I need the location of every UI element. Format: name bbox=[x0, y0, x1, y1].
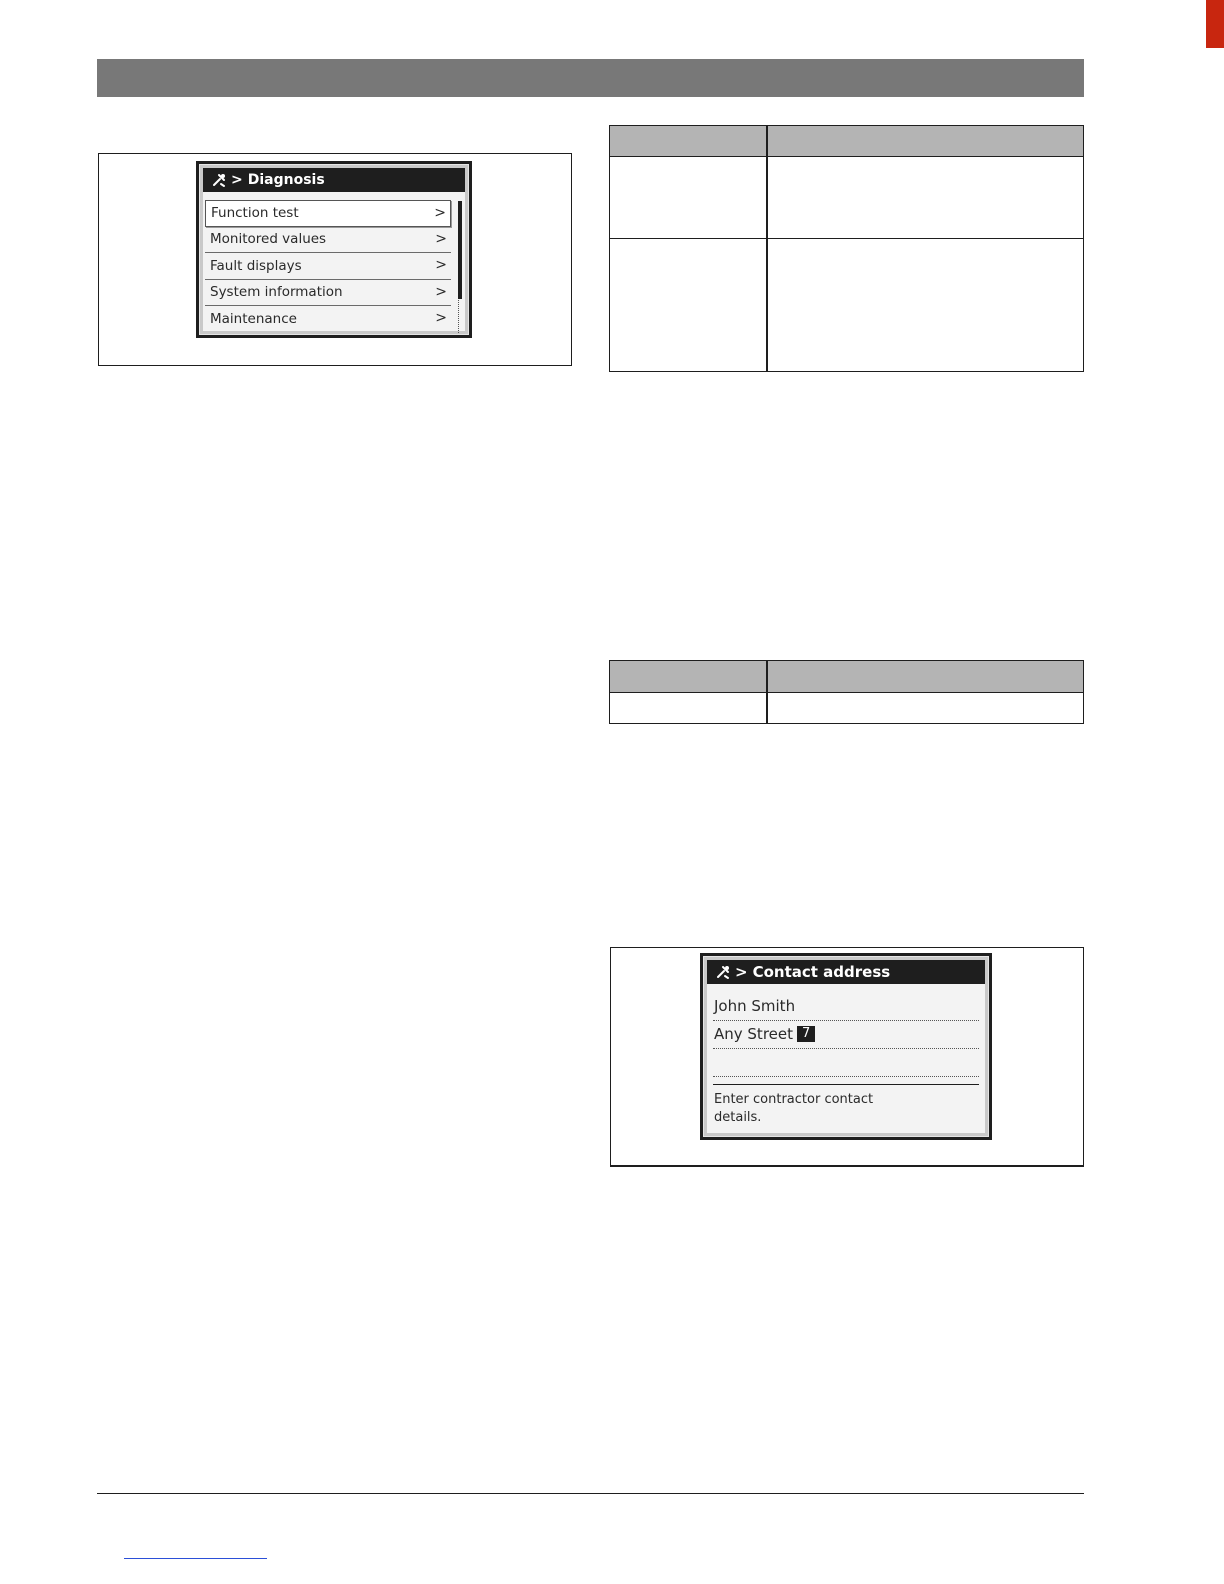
table-header-cell bbox=[767, 126, 1084, 157]
diagnosis-menu bbox=[205, 200, 451, 333]
table-header-cell bbox=[610, 661, 767, 693]
table-cell bbox=[767, 239, 1084, 372]
chevron-right-icon: > bbox=[435, 257, 447, 273]
chevron-right-icon: > bbox=[435, 230, 447, 247]
parameter-table-1 bbox=[609, 125, 1084, 372]
parameter-table-2 bbox=[609, 660, 1084, 724]
contact-screen-title: Contact address bbox=[752, 963, 891, 981]
chevron-right-icon: > bbox=[434, 205, 446, 221]
contact-screen-title-bar bbox=[707, 960, 985, 984]
menu-item-label: Function test bbox=[211, 205, 299, 222]
footer-rule bbox=[97, 1493, 1084, 1494]
table-cell bbox=[767, 693, 1084, 724]
contact-street-value: Any Street bbox=[714, 1025, 793, 1043]
hint-line: details. bbox=[714, 1110, 762, 1125]
contact-hint-text bbox=[714, 1091, 979, 1127]
diagnosis-screen-title-bar bbox=[203, 168, 465, 192]
table-cell bbox=[610, 693, 767, 724]
menu-item-monitored-values[interactable] bbox=[205, 227, 451, 254]
chevron-right-icon: > bbox=[435, 283, 447, 300]
breadcrumb-separator: > bbox=[735, 963, 748, 981]
wrench-tools-icon bbox=[211, 172, 227, 188]
menu-item-label: Maintenance bbox=[210, 311, 297, 328]
menu-item-fault-displays[interactable] bbox=[205, 253, 451, 280]
contact-screen-display bbox=[707, 960, 985, 1133]
breadcrumb-separator: > bbox=[231, 172, 243, 188]
diagnosis-screen-title: Diagnosis bbox=[247, 172, 325, 188]
diagnosis-screen-display bbox=[203, 168, 465, 331]
text-cursor: 7 bbox=[797, 1026, 815, 1042]
table-header-cell bbox=[767, 661, 1084, 693]
table-cell bbox=[610, 157, 767, 239]
table-cell bbox=[610, 239, 767, 372]
menu-item-maintenance[interactable] bbox=[205, 306, 451, 333]
table-cell bbox=[767, 157, 1084, 239]
diagnosis-screen bbox=[196, 161, 472, 338]
menu-item-label: System information bbox=[210, 284, 343, 301]
contact-divider bbox=[713, 1084, 979, 1085]
chevron-right-icon: > bbox=[435, 310, 447, 326]
menu-item-system-information[interactable] bbox=[205, 280, 451, 307]
footer-link-underline[interactable] bbox=[124, 1558, 267, 1559]
contact-street-field[interactable] bbox=[713, 1020, 979, 1049]
menu-item-function-test[interactable] bbox=[205, 200, 451, 227]
contact-name-field[interactable] bbox=[713, 992, 979, 1021]
menu-scrollbar-thumb[interactable] bbox=[458, 201, 462, 299]
menu-item-label: Monitored values bbox=[210, 231, 327, 248]
contact-empty-field[interactable] bbox=[713, 1048, 979, 1077]
menu-item-label: Fault displays bbox=[210, 257, 302, 274]
page-edge-marker bbox=[1206, 0, 1224, 48]
contact-address-screen bbox=[700, 953, 992, 1140]
table-header-cell bbox=[610, 126, 767, 157]
page-header-bar bbox=[97, 59, 1084, 97]
hint-line: Enter contractor contact bbox=[714, 1092, 874, 1107]
contact-name-value: John Smith bbox=[714, 997, 796, 1015]
wrench-tools-icon bbox=[715, 964, 731, 980]
